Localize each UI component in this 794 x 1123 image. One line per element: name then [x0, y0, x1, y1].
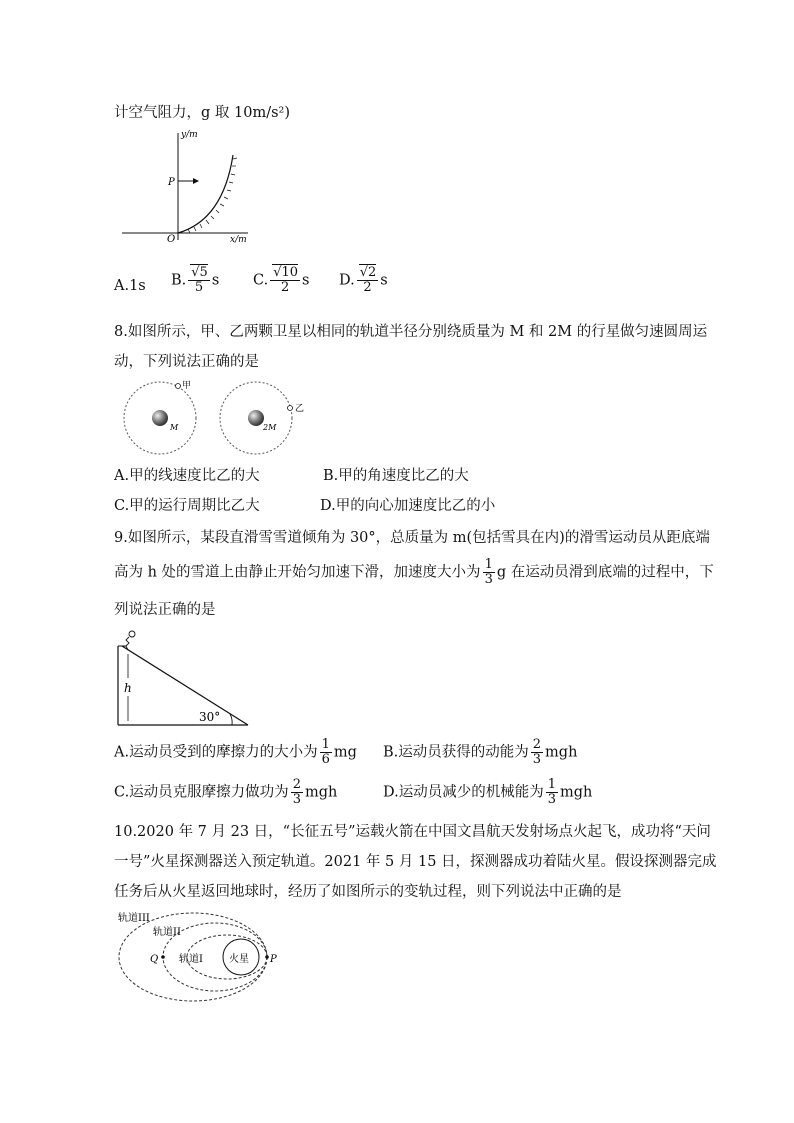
- q8-stem-line1: 8.如图所示，甲、乙两颗卫星以相同的轨道半径分别绕质量为 M 和 2M 的行星做匀速圆周运: [114, 324, 708, 340]
- q10-stem-line3: 任务后从火星返回地球时，经历了如图所示的变轨过程，则下列说法中正确的是: [114, 884, 622, 900]
- orbit2-label: 轨道II: [153, 927, 181, 938]
- sat1-label: 甲: [182, 381, 192, 391]
- q9-stem-line1: 9.如图所示，某段直滑雪雪道倾角为 30°，总质量为 m(包括雪具在内)的滑雪运动员从距底端: [114, 530, 710, 546]
- skier-head-icon: [129, 631, 135, 637]
- q9-option-b: B.运动员获得的动能为 $\frac{2}{3}$ mgh: [383, 737, 578, 767]
- x-axis-label: x/m: [230, 235, 247, 245]
- q7-option-d: D. $\frac{√2}{2}$ s: [339, 265, 388, 295]
- point-q: [161, 955, 165, 959]
- q8-option-d: D.甲的向心加速度比乙的小: [320, 498, 496, 514]
- q8-option-b: B.甲的角速度比乙的大: [323, 468, 469, 484]
- height-label: h: [124, 681, 132, 695]
- q8-option-c: C.甲的运行周期比乙大: [114, 498, 260, 514]
- q9-option-d: D.运动员减少的机械能为 $\frac{1}{3}$ mgh: [383, 777, 593, 807]
- satellite-yi: [288, 406, 293, 411]
- satellite-orbits-figure: [120, 378, 320, 458]
- planet-2m: [248, 410, 264, 426]
- angle-label: 30°: [199, 710, 221, 724]
- q8-option-a: A.甲的线速度比乙的大: [114, 468, 260, 484]
- q9-option-c: C.运动员克服摩擦力做功为 $\frac{2}{3}$ mgh: [114, 777, 338, 807]
- slope: [122, 646, 248, 725]
- mass2-label: 2M: [263, 423, 277, 432]
- planet-label: 火星: [229, 954, 249, 965]
- q7-option-b: B. $\frac{√5}{5}$ s: [171, 265, 220, 295]
- q10-stem-line2: 一号”火星探测器送入预定轨道。2021 年 5 月 15 日，探测器成功着陆火星。假设探测器完成: [114, 854, 717, 870]
- ski-slope-figure: [112, 628, 252, 728]
- trajectory-graph: [118, 125, 258, 245]
- y-axis-label: y/m: [181, 130, 198, 140]
- q9-option-a: A.运动员受到的摩擦力的大小为 $\frac{1}{6}$ mg: [114, 737, 357, 767]
- sat2-label: 乙: [295, 404, 305, 414]
- continued-text: 计空气阻力，g 取 10m/s²): [114, 105, 290, 121]
- skier-icon: [126, 637, 129, 650]
- orbit1-label: 轨道I: [179, 954, 203, 965]
- satellite-jia: [176, 384, 181, 389]
- mars-orbits-figure: [115, 905, 285, 1005]
- q7-option-c: C. $\frac{√10}{2}$ s: [253, 265, 310, 295]
- q9-stem-line2: 高为 h 处的雪道上由静止开始匀加速下滑，加速度大小为 $\frac{1}{3}$ g 在运动员滑到底端的过程中，下: [114, 557, 714, 587]
- planet-m: [152, 410, 168, 426]
- point-p-label: P: [168, 177, 175, 188]
- point-q-label: Q: [150, 954, 159, 965]
- angle-arc: [230, 714, 232, 725]
- point-p-label: P: [270, 954, 277, 965]
- curved-slope: [178, 155, 233, 233]
- q8-stem-line2: 动，下列说法正确的是: [114, 354, 259, 370]
- mass1-label: M: [170, 423, 179, 432]
- q9-stem-line3: 列说法正确的是: [114, 602, 216, 618]
- q10-stem-line1: 10.2020 年 7 月 23 日，“长征五号”运载火箭在中国文昌航天发射场点火起飞，成功将“天问: [114, 824, 711, 840]
- q7-option-a: A.1s: [114, 278, 146, 294]
- origin-label: O: [167, 234, 176, 245]
- point-p: [265, 955, 269, 959]
- orbit3-label: 轨道III: [118, 913, 150, 924]
